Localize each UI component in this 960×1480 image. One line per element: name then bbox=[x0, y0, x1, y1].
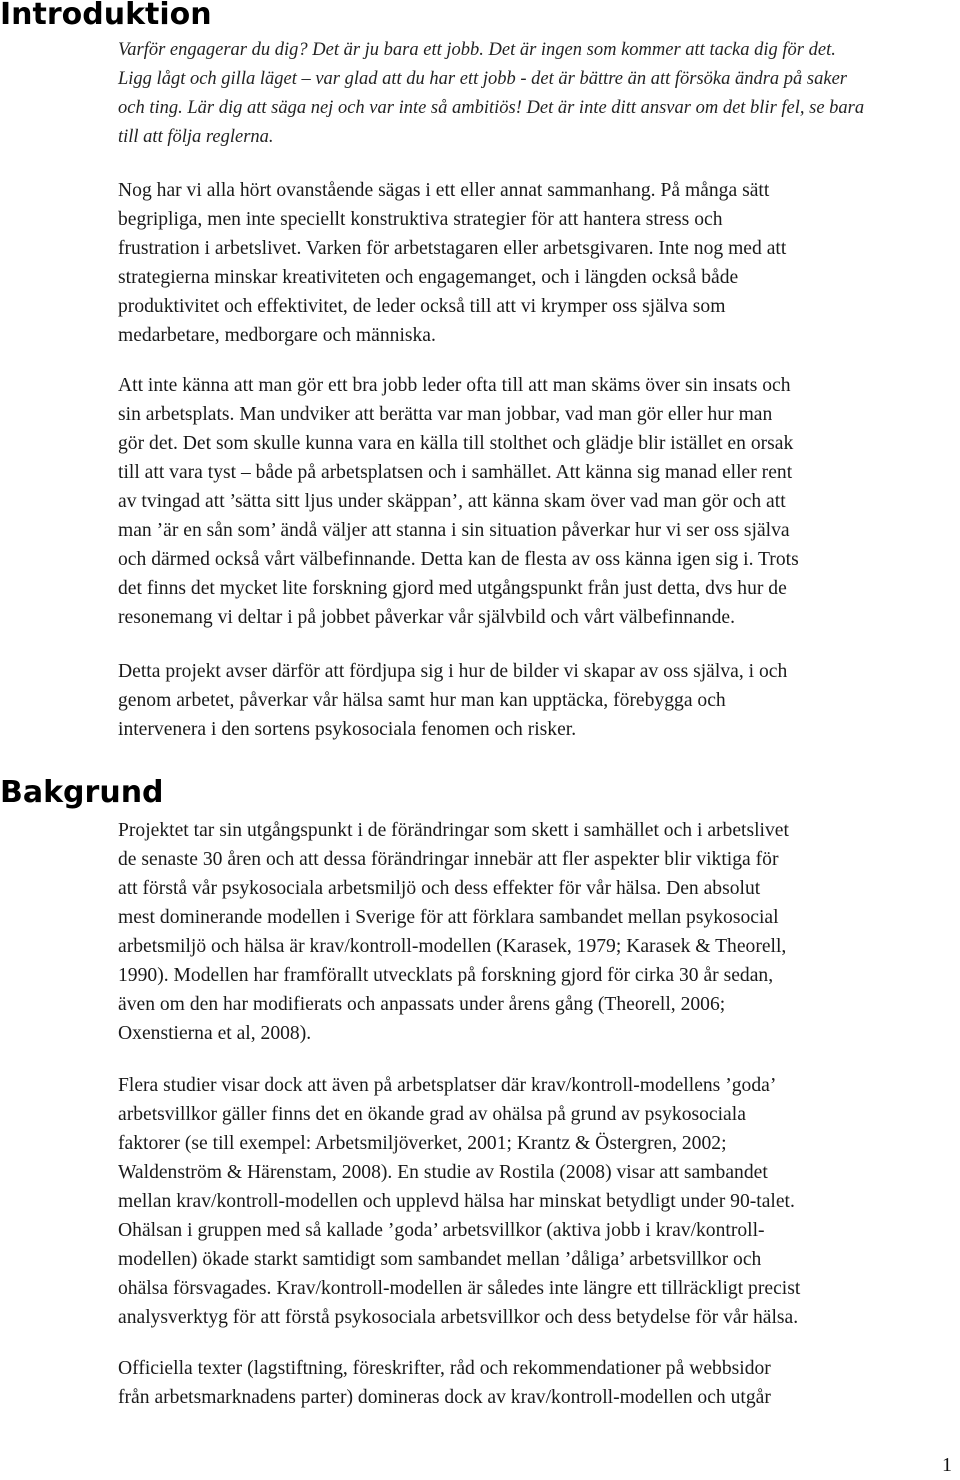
text-line: Detta projekt avser därför att fördjupa sig i hur de bilder vi skapar av oss själva, i och bbox=[118, 661, 788, 682]
text-line: genom arbetet, påverkar vår hälsa samt hur man kan upptäcka, förebygga och bbox=[118, 690, 726, 711]
section-heading-bakgrund: Bakgrund bbox=[0, 775, 164, 810]
text-line: gör det. Det som skulle kunna vara en källa till stolthet och glädje blir istället en orsak bbox=[118, 433, 794, 454]
text-line: även om den har modifierats och anpassats under årens gång (Theorell, 2006; bbox=[118, 994, 726, 1015]
text-line: 1990). Modellen har framförallt utvecklats på forskning gjord för cirka 30 år sedan, bbox=[118, 965, 774, 986]
text-line: Officiella texter (lagstiftning, föreskrifter, råd och rekommendationer på webbsidor bbox=[118, 1358, 771, 1379]
text-line: Projektet tar sin utgångspunkt i de förändringar som skett i samhället och i arbetslivet bbox=[118, 820, 789, 841]
text-line: sin arbetsplats. Man undviker att berätta var man jobbar, vad man gör eller hur man bbox=[118, 404, 773, 425]
text-line: och därmed också vårt välbefinnande. Detta kan de flesta av oss känna igen sig i. Trots bbox=[118, 549, 799, 570]
bakgrund-paragraph-1 bbox=[118, 816, 960, 1048]
text-line: frustration i arbetslivet. Varken för arbetstagaren eller arbetsgivaren. Inte nog med att bbox=[118, 238, 787, 259]
text-line: Oxenstierna et al, 2008). bbox=[118, 1023, 312, 1044]
text-line: Varför engagerar du dig? Det är ju bara ett jobb. Det är ingen som kommer att tacka dig för det. bbox=[118, 40, 836, 60]
text-line: från arbetsmarknadens parter) domineras dock av krav/kontroll-modellen och utgår bbox=[118, 1387, 771, 1408]
text-line: Ohälsan i gruppen med så kallade ’goda’ arbetsvillkor (aktiva jobb i krav/kontroll- bbox=[118, 1220, 765, 1241]
text-line: av tvingad att ’sätta sitt ljus under skäppan’, att känna skam över vad man gör och att bbox=[118, 491, 786, 512]
text-line: Flera studier visar dock att även på arbetsplatser där krav/kontroll-modellens ’goda’ bbox=[118, 1075, 777, 1096]
text-line: och ting. Lär dig att säga nej och var inte så ambitiös! Det är inte ditt ansvar om det blir fel, se bara bbox=[118, 98, 865, 118]
intro-paragraph-3 bbox=[118, 657, 960, 744]
text-line: till att följa reglerna. bbox=[118, 127, 274, 147]
text-line: mellan krav/kontroll-modellen och upplevd hälsa har minskat betydligt under 90-talet. bbox=[118, 1191, 795, 1212]
text-line: begripliga, men inte speciellt konstruktiva strategier för att hantera stress och bbox=[118, 209, 723, 230]
text-line: att förstå vår psykosociala arbetsmiljö och dess effekter för vår hälsa. Den absolut bbox=[118, 878, 761, 899]
section-heading-introduktion: Introduktion bbox=[0, 0, 212, 32]
text-line: Ligg lågt och gilla läget – var glad att du har ett jobb - det är bättre än att försöka ändra på saker bbox=[118, 69, 848, 89]
bakgrund-paragraph-2 bbox=[118, 1071, 960, 1332]
text-line: arbetsmiljö och hälsa är krav/kontroll-modellen (Karasek, 1979; Karasek & Theorell, bbox=[118, 936, 787, 957]
text-line: produktivitet och effektivitet, de leder också till att vi krymper oss själva som bbox=[118, 296, 726, 317]
text-line: de senaste 30 åren och att dessa förändringar innebär att fler aspekter blir viktiga för bbox=[118, 849, 779, 870]
text-line: till att vara tyst – både på arbetsplatsen och i samhället. Att känna sig manad eller rent bbox=[118, 462, 793, 483]
text-line: ohälsa försvagades. Krav/kontroll-modellen är således inte längre ett tillräckligt precist bbox=[118, 1278, 801, 1299]
intro-paragraph-1 bbox=[118, 176, 960, 350]
text-line: strategierna minskar kreativiteten och engagemanget, och i längden också både bbox=[118, 267, 739, 288]
page-number: 1 bbox=[942, 1454, 952, 1476]
text-line: intervenera i den sortens psykosociala fenomen och risker. bbox=[118, 719, 577, 740]
text-line: Nog har vi alla hört ovanstående sägas i ett eller annat sammanhang. På många sätt bbox=[118, 180, 770, 201]
bakgrund-paragraph-3 bbox=[118, 1354, 960, 1412]
intro-paragraph-2 bbox=[118, 371, 960, 632]
text-line: Att inte känna att man gör ett bra jobb leder ofta till att man skäms över sin insats och bbox=[118, 375, 791, 396]
text-line: man ’är en sån som’ ändå väljer att stanna i sin situation påverkar hur vi ser oss själva bbox=[118, 520, 790, 541]
text-line: arbetsvillkor gäller finns det en ökande grad av ohälsa på grund av psykosociala bbox=[118, 1104, 746, 1125]
intro-italic-paragraph bbox=[118, 36, 960, 152]
text-line: mest dominerande modellen i Sverige för att förklara sambandet mellan psykosocial bbox=[118, 907, 779, 928]
text-line: det finns det mycket lite forskning gjord med utgångspunkt från just detta, dvs hur de bbox=[118, 578, 787, 599]
text-line: medarbetare, medborgare och människa. bbox=[118, 325, 436, 346]
text-line: analysverktyg för att förstå psykosociala arbetsvillkor och dess betydelse för vår hälsa. bbox=[118, 1307, 799, 1328]
text-line: modellen) ökade starkt samtidigt som sambandet mellan ’dåliga’ arbetsvillkor och bbox=[118, 1249, 762, 1270]
text-line: resonemang vi deltar i på jobbet påverkar vår självbild och vårt välbefinnande. bbox=[118, 607, 735, 628]
text-line: Waldenström & Härenstam, 2008). En studie av Rostila (2008) visar att sambandet bbox=[118, 1162, 768, 1183]
text-line: faktorer (se till exempel: Arbetsmiljöverket, 2001; Krantz & Östergren, 2002; bbox=[118, 1133, 727, 1154]
